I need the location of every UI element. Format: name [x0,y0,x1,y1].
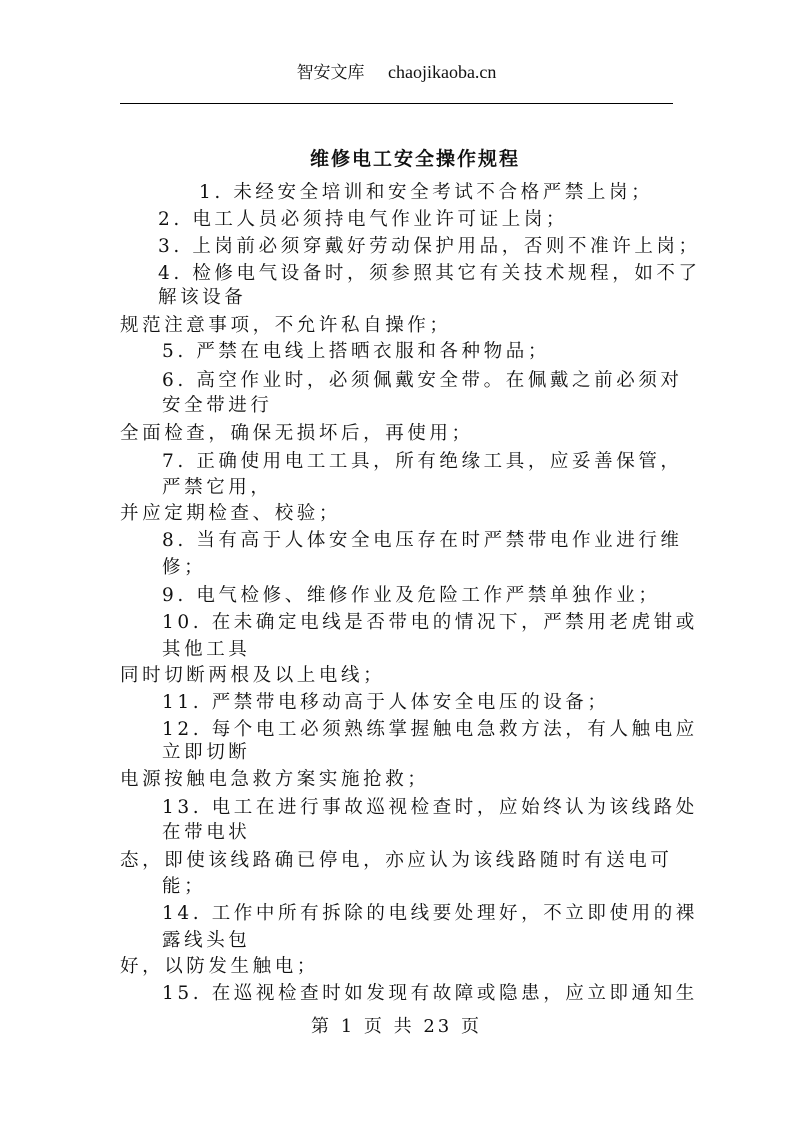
text-line: 并应定期检查、校验； [120,503,342,524]
page-footer: 第 1 页 共 23 页 [311,1016,482,1037]
text-line: 其他工具 [162,639,251,660]
text-line: 解该设备 [158,287,247,308]
text-line: 露线头包 [162,930,251,951]
text-line: 2. 电工人员必须持电气作业许可证上岗； [158,209,569,230]
text-line: 电源按触电急救方案实施抢救； [120,769,430,790]
text-line: 在带电状 [162,822,251,843]
text-line: 严禁它用， [162,477,273,498]
text-line: 能； [162,876,207,897]
text-line: 好，以防发生触电； [120,956,319,977]
document-title: 维修电工安全操作规程 [309,148,520,170]
text-line: 同时切断两根及以上电线； [120,665,386,686]
text-line: 8. 当有高于人体安全电压存在时严禁带电作业进行维 [162,530,683,551]
text-line: 安全带进行 [162,395,273,416]
text-line: 11. 严禁带电移动高于人体安全电压的设备； [162,692,610,713]
text-line: 4. 检修电气设备时，须参照其它有关技术规程，如不了 [158,263,701,284]
text-line: 5. 严禁在电线上搭晒衣服和各种物品； [162,341,550,362]
text-line: 13. 电工在进行事故巡视检查时，应始终认为该线路处 [162,797,698,818]
header-site: chaojikaoba.cn [387,62,497,82]
text-line: 立即切断 [162,742,251,763]
text-line: 10. 在未确定电线是否带电的情况下，严禁用老虎钳或 [162,612,698,633]
text-line: 修； [162,557,207,578]
text-line: 9. 电气检修、维修作业及危险工作严禁单独作业； [162,585,661,606]
header-rule [120,103,673,104]
text-line: 12. 每个电工必须熟练掌握触电急救方法，有人触电应 [162,719,698,740]
text-line: 14. 工作中所有拆除的电线要处理好，不立即使用的裸 [162,903,698,924]
text-line: 3. 上岗前必须穿戴好劳动保护用品，否则不准许上岗； [158,236,701,257]
text-line: 规范注意事项，不允许私自操作； [120,315,452,336]
text-line: 全面检查，确保无损坏后，再使用； [120,423,474,444]
page-header [0,58,793,83]
text-line: 1. 未经安全培训和安全考试不合格严禁上岗； [199,182,654,203]
text-line: 态，即使该线路确已停电，亦应认为该线路随时有送电可 [120,850,673,871]
text-line: 15. 在巡视检查时如发现有故障或隐患，应立即通知生 [162,983,698,1004]
text-line: 6. 高空作业时，必须佩戴安全带。在佩戴之前必须对 [162,370,683,391]
text-line: 7. 正确使用电工工具，所有绝缘工具，应妥善保管， [162,451,683,472]
header-brand: 智安文库 [296,63,365,83]
